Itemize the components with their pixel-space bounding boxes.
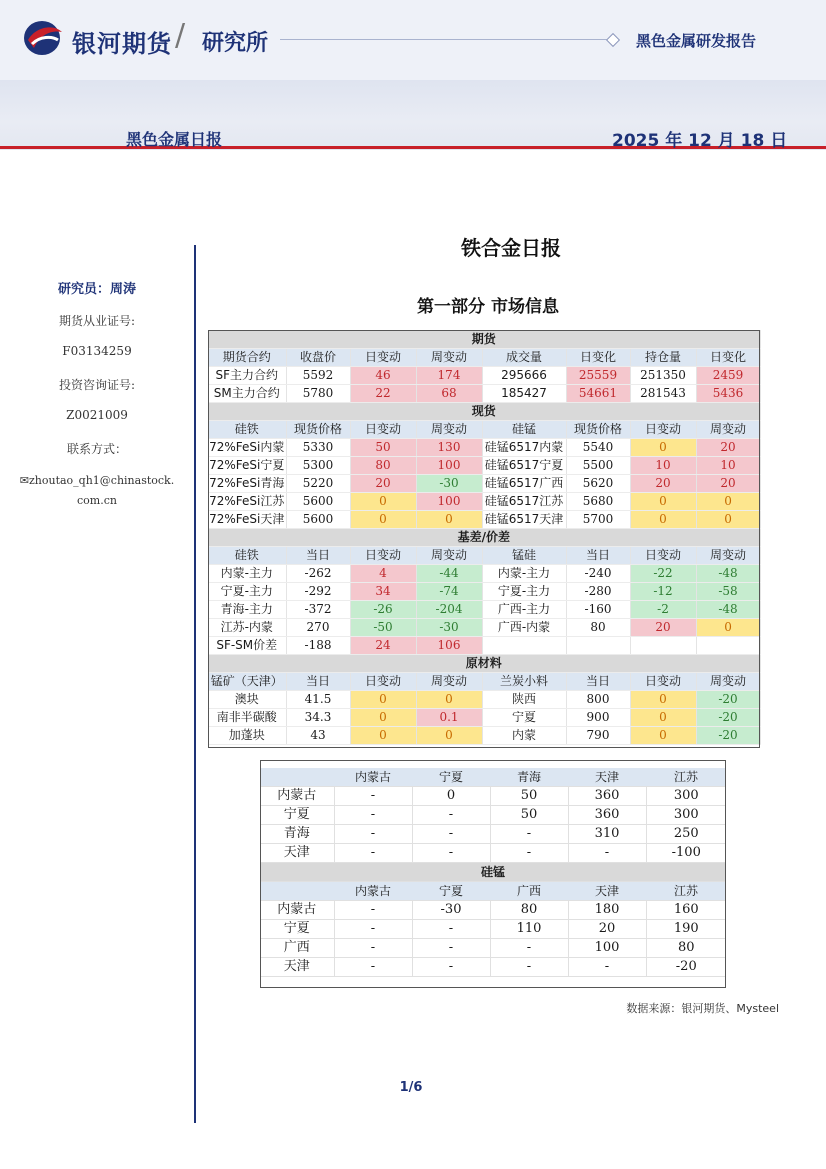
- report-type: 黑色金属研发报告: [636, 32, 757, 50]
- brand-slash: /: [175, 18, 186, 53]
- table-cell: 80: [350, 457, 416, 475]
- column-header: 锰矿（天津）: [208, 673, 286, 691]
- column-header: 天津: [568, 768, 646, 787]
- table-cell: 20: [630, 619, 696, 637]
- regional-spread-table: [260, 760, 726, 977]
- section-header-basis: [208, 529, 760, 547]
- column-header: [260, 882, 334, 901]
- table-cell: 110: [490, 920, 568, 939]
- column-header-row: [208, 421, 760, 439]
- table-cell: -: [334, 958, 412, 977]
- column-header: 现货价格: [286, 421, 350, 439]
- table-cell: 5300: [286, 457, 350, 475]
- spacer-row: [260, 760, 726, 768]
- column-header: 日变动: [350, 673, 416, 691]
- table-cell: -240: [566, 565, 630, 583]
- spread-section-simn: [260, 863, 726, 882]
- table-cell: -: [490, 825, 568, 844]
- report-date: 2025 年 12 月 18 日: [612, 131, 788, 151]
- table-cell: 硅锰6517天津: [482, 511, 566, 529]
- row-label: 内蒙古: [260, 787, 334, 806]
- table-cell: 100: [416, 493, 482, 511]
- table-cell: 0: [630, 439, 696, 457]
- market-info-table: [208, 330, 761, 745]
- table-cell: 100: [416, 457, 482, 475]
- section-title-futures: 期货: [208, 331, 760, 349]
- table-cell: 宁夏-主力: [208, 583, 286, 601]
- column-header: 日变动: [630, 421, 696, 439]
- header-deco-line: [280, 39, 610, 40]
- table-cell: [630, 637, 696, 655]
- table-cell: -: [412, 920, 490, 939]
- spread-header-row: [260, 768, 726, 787]
- table-cell: 硅锰6517内蒙: [482, 439, 566, 457]
- table-cell: 0: [696, 619, 760, 637]
- table-cell: 20: [696, 439, 760, 457]
- table-row: [208, 619, 760, 637]
- table-cell: -22: [630, 565, 696, 583]
- table-cell: 5500: [566, 457, 630, 475]
- table-cell: 宁夏-主力: [482, 583, 566, 601]
- table-cell: -74: [416, 583, 482, 601]
- column-header: 宁夏: [412, 768, 490, 787]
- table-cell: -58: [696, 583, 760, 601]
- table-cell: -: [412, 825, 490, 844]
- column-header: 内蒙古: [334, 882, 412, 901]
- column-header: 日变动: [350, 349, 416, 367]
- table-row: [208, 511, 760, 529]
- table-cell: 0: [416, 691, 482, 709]
- table-cell: 5592: [286, 367, 350, 385]
- table-cell: 5540: [566, 439, 630, 457]
- row-label: 天津: [260, 958, 334, 977]
- table-cell: -48: [696, 601, 760, 619]
- table-cell: -: [334, 844, 412, 863]
- table-cell: -: [334, 825, 412, 844]
- brand-name: 银河期货: [72, 30, 172, 58]
- table-row: [208, 565, 760, 583]
- table-cell: 5600: [286, 511, 350, 529]
- spread-row: [260, 958, 726, 977]
- table-cell: 50: [350, 439, 416, 457]
- table-cell: 内蒙-主力: [208, 565, 286, 583]
- data-source: 数据来源：银河期货、Mysteel: [626, 1002, 779, 1015]
- table-cell: -: [334, 787, 412, 806]
- table-cell: -: [412, 939, 490, 958]
- column-header: 江苏: [646, 768, 726, 787]
- table-cell: -50: [350, 619, 416, 637]
- table-cell: 130: [416, 439, 482, 457]
- table-cell: -: [568, 958, 646, 977]
- table-cell: 180: [568, 901, 646, 920]
- table-cell: -30: [416, 619, 482, 637]
- column-header: 周变动: [416, 421, 482, 439]
- spread-row: [260, 901, 726, 920]
- table-cell: 900: [566, 709, 630, 727]
- table-cell: -: [568, 844, 646, 863]
- table-cell: 72%FeSi宁夏: [208, 457, 286, 475]
- table-cell: 41.5: [286, 691, 350, 709]
- table-cell: -: [334, 920, 412, 939]
- table-cell: 0: [630, 727, 696, 745]
- section-title-basis: 基差/价差: [208, 529, 760, 547]
- column-header: 周变动: [416, 349, 482, 367]
- column-header-row: [208, 547, 760, 565]
- row-label: 宁夏: [260, 920, 334, 939]
- table-cell: -2: [630, 601, 696, 619]
- table-cell: 34.3: [286, 709, 350, 727]
- row-label: 广西: [260, 939, 334, 958]
- table-cell: -: [334, 806, 412, 825]
- spread-header-row: [260, 882, 726, 901]
- table-cell: 300: [646, 806, 726, 825]
- table-row: [208, 709, 760, 727]
- table-cell: 360: [568, 806, 646, 825]
- researcher-name: 研究员：周涛: [57, 282, 136, 297]
- column-header: 日变化: [566, 349, 630, 367]
- table-cell: 硅锰6517江苏: [482, 493, 566, 511]
- table-cell: 0: [350, 727, 416, 745]
- column-header: 天津: [568, 882, 646, 901]
- table-cell: -12: [630, 583, 696, 601]
- table-cell: -262: [286, 565, 350, 583]
- consult-number: Z0021009: [66, 408, 128, 422]
- table-cell: 50: [490, 787, 568, 806]
- table-cell: -188: [286, 637, 350, 655]
- email-line2: com.cn: [77, 494, 117, 507]
- table-cell: 251350: [630, 367, 696, 385]
- table-row: [208, 457, 760, 475]
- email-line1: zhoutao_qh1@chinastock.: [28, 474, 175, 487]
- column-header: 周变动: [696, 421, 760, 439]
- table-cell: 50: [490, 806, 568, 825]
- table-cell: 310: [568, 825, 646, 844]
- table-cell: 5620: [566, 475, 630, 493]
- table-cell: 0: [630, 691, 696, 709]
- table-cell: 10: [696, 457, 760, 475]
- table-cell: 0: [350, 709, 416, 727]
- table-cell: 澳块: [208, 691, 286, 709]
- table-cell: 加蓬块: [208, 727, 286, 745]
- spread-row: [260, 825, 726, 844]
- column-header: [260, 768, 334, 787]
- column-header: 日变动: [350, 547, 416, 565]
- table-cell: -204: [416, 601, 482, 619]
- table-cell: 0: [416, 727, 482, 745]
- column-header: 期货合约: [208, 349, 286, 367]
- license-number: F03134259: [62, 344, 132, 358]
- table-cell: 0: [630, 493, 696, 511]
- table-cell: 68: [416, 385, 482, 403]
- spread-row: [260, 806, 726, 825]
- table-cell: 内蒙: [482, 727, 566, 745]
- table-cell: 250: [646, 825, 726, 844]
- table-cell: 360: [568, 787, 646, 806]
- section-title-spot: 现货: [208, 403, 760, 421]
- column-header: 当日: [566, 673, 630, 691]
- row-label: 内蒙古: [260, 901, 334, 920]
- section-header-raw: [208, 655, 760, 673]
- sidebar-divider: [194, 245, 196, 1123]
- table-cell: 10: [630, 457, 696, 475]
- table-cell: [566, 637, 630, 655]
- column-header: 当日: [566, 547, 630, 565]
- row-label: 宁夏: [260, 806, 334, 825]
- table-cell: [696, 637, 760, 655]
- table-cell: 800: [566, 691, 630, 709]
- table-cell: -: [334, 939, 412, 958]
- table-cell: 0: [630, 511, 696, 529]
- column-header: 周变动: [696, 673, 760, 691]
- table-cell: 5220: [286, 475, 350, 493]
- column-header: 日变动: [630, 673, 696, 691]
- table-cell: 陕西: [482, 691, 566, 709]
- institute-name: 研究所: [202, 31, 269, 56]
- table-cell: 72%FeSi江苏: [208, 493, 286, 511]
- table-cell: 南非半碳酸: [208, 709, 286, 727]
- table-cell: 硅锰6517宁夏: [482, 457, 566, 475]
- table-cell: 4: [350, 565, 416, 583]
- table-row: [208, 691, 760, 709]
- consult-label: 投资咨询证号:: [58, 378, 136, 392]
- table-cell: 0: [350, 511, 416, 529]
- page-number: 1/6: [399, 1080, 423, 1095]
- table-cell: 80: [646, 939, 726, 958]
- table-row: [208, 367, 760, 385]
- table-cell: -30: [416, 475, 482, 493]
- table-cell: -20: [696, 691, 760, 709]
- table-cell: 100: [568, 939, 646, 958]
- table-cell: 270: [286, 619, 350, 637]
- table-cell: 5436: [696, 385, 760, 403]
- table-cell: [482, 637, 566, 655]
- column-header: 周变动: [416, 673, 482, 691]
- column-header: 日变动: [350, 421, 416, 439]
- column-header: 青海: [490, 768, 568, 787]
- column-header: 现货价格: [566, 421, 630, 439]
- column-header: 日变动: [630, 547, 696, 565]
- column-header-row: [208, 673, 760, 691]
- column-header-row: [208, 349, 760, 367]
- table-cell: 281543: [630, 385, 696, 403]
- column-header: 持仓量: [630, 349, 696, 367]
- table-cell: 广西-主力: [482, 601, 566, 619]
- table-cell: -292: [286, 583, 350, 601]
- table-cell: 广西-内蒙: [482, 619, 566, 637]
- row-label: 青海: [260, 825, 334, 844]
- table-cell: 72%FeSi青海: [208, 475, 286, 493]
- table-cell: 0: [696, 511, 760, 529]
- spread-section-title: 硅锰: [260, 863, 726, 882]
- table-cell: -20: [646, 958, 726, 977]
- column-header: 锰硅: [482, 547, 566, 565]
- table-cell: 5700: [566, 511, 630, 529]
- table-cell: 185427: [482, 385, 566, 403]
- table-cell: 106: [416, 637, 482, 655]
- table-cell: 300: [646, 787, 726, 806]
- table-cell: 20: [568, 920, 646, 939]
- mail-icon: ✉: [19, 474, 29, 487]
- table-cell: -: [334, 901, 412, 920]
- table-cell: -: [412, 806, 490, 825]
- table-cell: 江苏-内蒙: [208, 619, 286, 637]
- section-title-raw: 原材料: [208, 655, 760, 673]
- galaxy-logo-icon: [22, 18, 66, 58]
- table-cell: 295666: [482, 367, 566, 385]
- table-row: [208, 439, 760, 457]
- column-header: 当日: [286, 547, 350, 565]
- table-cell: 0: [412, 787, 490, 806]
- table-cell: 5780: [286, 385, 350, 403]
- table-cell: -: [490, 958, 568, 977]
- spread-row: [260, 920, 726, 939]
- column-header: 兰炭小料: [482, 673, 566, 691]
- table-cell: 20: [696, 475, 760, 493]
- column-header: 周变动: [416, 547, 482, 565]
- column-header: 硅铁: [208, 547, 286, 565]
- column-header: 成交量: [482, 349, 566, 367]
- column-header: 周变动: [696, 547, 760, 565]
- column-header: 内蒙古: [334, 768, 412, 787]
- section-header-spot: [208, 403, 760, 421]
- column-header: 日变化: [696, 349, 760, 367]
- table-cell: 青海-主力: [208, 601, 286, 619]
- table-row: [208, 493, 760, 511]
- column-header: 宁夏: [412, 882, 490, 901]
- table-cell: 174: [416, 367, 482, 385]
- table-cell: 22: [350, 385, 416, 403]
- table-cell: 24: [350, 637, 416, 655]
- table-cell: 34: [350, 583, 416, 601]
- table-cell: -20: [696, 709, 760, 727]
- table-cell: 内蒙-主力: [482, 565, 566, 583]
- table-cell: -: [490, 939, 568, 958]
- table-cell: -44: [416, 565, 482, 583]
- table-cell: -280: [566, 583, 630, 601]
- table-cell: -48: [696, 565, 760, 583]
- table-cell: 80: [566, 619, 630, 637]
- table-cell: -372: [286, 601, 350, 619]
- table-cell: 0: [416, 511, 482, 529]
- table-cell: 20: [350, 475, 416, 493]
- table-cell: -: [412, 844, 490, 863]
- table-cell: -160: [566, 601, 630, 619]
- table-cell: 43: [286, 727, 350, 745]
- table-cell: -: [412, 958, 490, 977]
- table-cell: 2459: [696, 367, 760, 385]
- table-cell: 5680: [566, 493, 630, 511]
- spread-row: [260, 787, 726, 806]
- table-cell: 0: [350, 691, 416, 709]
- report-title: 黑色金属日报: [126, 130, 223, 149]
- table-cell: -: [490, 844, 568, 863]
- table-cell: 0: [696, 493, 760, 511]
- table-row: [208, 727, 760, 745]
- table-cell: -100: [646, 844, 726, 863]
- table-cell: 25559: [566, 367, 630, 385]
- table-row: [208, 601, 760, 619]
- table-cell: 0.1: [416, 709, 482, 727]
- table-cell: 0: [350, 493, 416, 511]
- table-row: [208, 583, 760, 601]
- row-label: 天津: [260, 844, 334, 863]
- table-cell: 160: [646, 901, 726, 920]
- contact-label: 联系方式：: [66, 442, 127, 456]
- table-cell: 5600: [286, 493, 350, 511]
- doc-title: 铁合金日报: [461, 236, 561, 260]
- column-header: 收盘价: [286, 349, 350, 367]
- table-cell: 80: [490, 901, 568, 920]
- table-row: [208, 475, 760, 493]
- table-cell: -30: [412, 901, 490, 920]
- table-row: [208, 637, 760, 655]
- table-cell: SF-SM价差: [208, 637, 286, 655]
- table-cell: -26: [350, 601, 416, 619]
- table-cell: SF主力合约: [208, 367, 286, 385]
- spread-row: [260, 844, 726, 863]
- table-cell: 72%FeSi内蒙: [208, 439, 286, 457]
- license-label: 期货从业证号:: [58, 314, 136, 328]
- table-cell: 硅锰6517广西: [482, 475, 566, 493]
- table-cell: 5330: [286, 439, 350, 457]
- table-cell: 72%FeSi天津: [208, 511, 286, 529]
- column-header: 硅铁: [208, 421, 286, 439]
- column-header: 广西: [490, 882, 568, 901]
- column-header: 江苏: [646, 882, 726, 901]
- spread-row: [260, 939, 726, 958]
- section-header-futures: [208, 331, 760, 349]
- table-cell: 54661: [566, 385, 630, 403]
- column-header: 当日: [286, 673, 350, 691]
- table-cell: 790: [566, 727, 630, 745]
- table-cell: 46: [350, 367, 416, 385]
- table-cell: SM主力合约: [208, 385, 286, 403]
- table-cell: 宁夏: [482, 709, 566, 727]
- table-cell: 190: [646, 920, 726, 939]
- table-cell: -20: [696, 727, 760, 745]
- section-title: 第一部分 市场信息: [417, 297, 559, 317]
- table-cell: 0: [630, 709, 696, 727]
- table-cell: 20: [630, 475, 696, 493]
- email-link[interactable]: [0, 474, 194, 487]
- table-row: [208, 385, 760, 403]
- column-header: 硅锰: [482, 421, 566, 439]
